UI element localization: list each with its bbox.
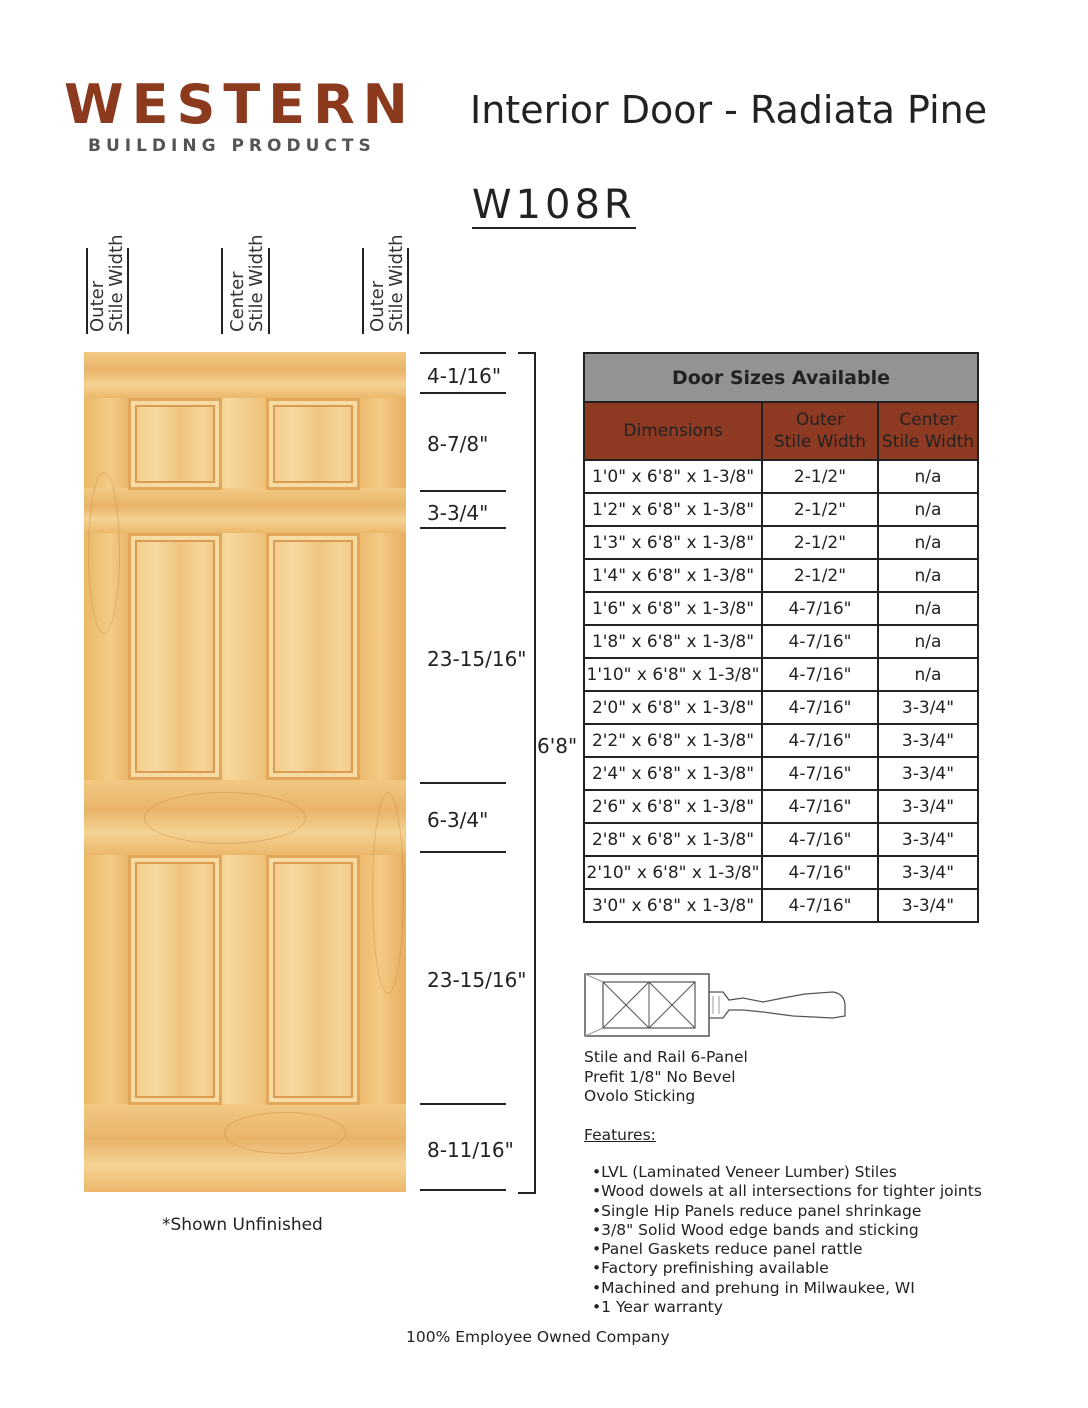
- dimension-line: [420, 527, 506, 529]
- cell-dimensions: 1'2" x 6'8" x 1-3/8": [584, 493, 762, 526]
- profile-description: [584, 1048, 748, 1107]
- cell-center-stile: n/a: [878, 658, 978, 691]
- stile-label-text: Outer Stile Width: [87, 234, 127, 332]
- table-row: [584, 757, 978, 790]
- cell-center-stile: 3-3/4": [878, 724, 978, 757]
- table-row: [584, 460, 978, 493]
- total-height: 6'8": [537, 734, 578, 758]
- header-center-stile: [878, 402, 978, 460]
- cell-dimensions: 2'6" x 6'8" x 1-3/8": [584, 790, 762, 823]
- cell-outer-stile: 2-1/2": [762, 493, 878, 526]
- dim-lower-panel: 23-15/16": [427, 968, 527, 992]
- stile-label-text: Outer Stile Width: [367, 234, 407, 332]
- dimension-line: [420, 352, 506, 354]
- table-row: [584, 790, 978, 823]
- cell-center-stile: n/a: [878, 493, 978, 526]
- door-panel: [266, 398, 360, 490]
- cell-center-stile: 3-3/4": [878, 790, 978, 823]
- wood-grain: [144, 792, 306, 844]
- cell-outer-stile: 4-7/16": [762, 856, 878, 889]
- door-panel: [128, 855, 222, 1105]
- cell-center-stile: n/a: [878, 559, 978, 592]
- feature-item: • Wood dowels at all intersections for tighter joints: [592, 1182, 982, 1201]
- table-title: Door Sizes Available: [584, 353, 978, 402]
- footer-note: 100% Employee Owned Company: [406, 1328, 670, 1346]
- cell-dimensions: 2'2" x 6'8" x 1-3/8": [584, 724, 762, 757]
- door-panel: [266, 533, 360, 780]
- table-row: [584, 625, 978, 658]
- cell-center-stile: n/a: [878, 526, 978, 559]
- header-dimensions: Dimensions: [584, 402, 762, 460]
- table-row: [584, 493, 978, 526]
- cell-center-stile: 3-3/4": [878, 856, 978, 889]
- profile-line: Prefit 1/8" No Bevel: [584, 1067, 736, 1086]
- dim-lock-rail: 6-3/4": [427, 808, 489, 832]
- features-list: [592, 1163, 982, 1317]
- dimension-line: [420, 851, 506, 853]
- cell-outer-stile: 2-1/2": [762, 460, 878, 493]
- model-number: W108R: [472, 182, 636, 228]
- cell-outer-stile: 4-7/16": [762, 790, 878, 823]
- header-center-stile-text: Center Stile Width: [881, 410, 975, 452]
- feature-item: • Single Hip Panels reduce panel shrinkage: [592, 1202, 982, 1221]
- wood-grain: [372, 792, 404, 994]
- header-outer-stile: [762, 402, 878, 460]
- stile-indicator-line: [362, 248, 364, 334]
- cell-dimensions: 2'0" x 6'8" x 1-3/8": [584, 691, 762, 724]
- outer-stile-label-left: [87, 222, 127, 332]
- profile-line: Stile and Rail 6-Panel: [584, 1048, 748, 1066]
- table-row: [584, 592, 978, 625]
- cross-rail: [84, 488, 406, 533]
- stile-indicator-line: [221, 248, 223, 334]
- feature-item: • Factory prefinishing available: [592, 1259, 982, 1278]
- wood-grain: [224, 1112, 346, 1154]
- cell-dimensions: 2'4" x 6'8" x 1-3/8": [584, 757, 762, 790]
- cell-center-stile: n/a: [878, 592, 978, 625]
- cell-dimensions: 2'8" x 6'8" x 1-3/8": [584, 823, 762, 856]
- stile-label-text: Center Stile Width: [227, 234, 267, 332]
- cell-center-stile: 3-3/4": [878, 757, 978, 790]
- profile-line: Ovolo Sticking: [584, 1087, 696, 1105]
- stile-indicator-line: [268, 248, 270, 334]
- table-row: [584, 658, 978, 691]
- dimension-line: [420, 490, 506, 492]
- door-note: *Shown Unfinished: [162, 1215, 323, 1235]
- door-panel: [128, 533, 222, 780]
- dim-bottom-rail: 8-11/16": [427, 1138, 514, 1162]
- cell-center-stile: 3-3/4": [878, 691, 978, 724]
- cell-dimensions: 1'6" x 6'8" x 1-3/8": [584, 592, 762, 625]
- table-row: [584, 691, 978, 724]
- cell-dimensions: 1'3" x 6'8" x 1-3/8": [584, 526, 762, 559]
- dimension-line: [420, 782, 506, 784]
- feature-item: • Panel Gaskets reduce panel rattle: [592, 1240, 982, 1259]
- door-sizes-table: [583, 352, 979, 923]
- table-row: [584, 724, 978, 757]
- cell-outer-stile: 4-7/16": [762, 889, 878, 922]
- stile-indicator-line: [86, 248, 88, 334]
- profile-drawing: [583, 970, 853, 1040]
- feature-item: • LVL (Laminated Veneer Lumber) Stiles: [592, 1163, 982, 1182]
- outer-stile-label-right: [367, 222, 407, 332]
- cell-dimensions: 1'8" x 6'8" x 1-3/8": [584, 625, 762, 658]
- table-row: [584, 526, 978, 559]
- cell-center-stile: n/a: [878, 625, 978, 658]
- stile-indicator-line: [407, 248, 409, 334]
- cell-outer-stile: 2-1/2": [762, 526, 878, 559]
- cell-outer-stile: 4-7/16": [762, 592, 878, 625]
- dim-cross-rail: 3-3/4": [427, 501, 489, 525]
- table-row: [584, 559, 978, 592]
- brand-subtitle: BUILDING PRODUCTS: [88, 136, 376, 156]
- document-title: Interior Door - Radiata Pine: [470, 88, 988, 132]
- cell-center-stile: 3-3/4": [878, 889, 978, 922]
- dimension-line: [420, 392, 506, 394]
- header-outer-stile-text: Outer Stile Width: [773, 410, 867, 452]
- cell-dimensions: 2'10" x 6'8" x 1-3/8": [584, 856, 762, 889]
- dim-middle-panel: 23-15/16": [427, 647, 527, 671]
- center-stile-label: [227, 222, 267, 332]
- cell-center-stile: 3-3/4": [878, 823, 978, 856]
- brand-logo: WESTERN: [64, 73, 416, 136]
- top-rail: [84, 352, 406, 398]
- feature-item: • Machined and prehung in Milwaukee, WI: [592, 1279, 982, 1298]
- dimension-line: [420, 1103, 506, 1105]
- feature-item: • 1 Year warranty: [592, 1298, 982, 1317]
- dim-upper-panel: 8-7/8": [427, 432, 489, 456]
- cell-dimensions: 1'4" x 6'8" x 1-3/8": [584, 559, 762, 592]
- cell-dimensions: 1'0" x 6'8" x 1-3/8": [584, 460, 762, 493]
- dim-top-rail: 4-1/16": [427, 364, 502, 388]
- cell-outer-stile: 4-7/16": [762, 625, 878, 658]
- table-row: [584, 856, 978, 889]
- cell-outer-stile: 4-7/16": [762, 691, 878, 724]
- door-image: [84, 352, 406, 1192]
- total-height-bracket: [518, 352, 536, 1194]
- cell-dimensions: 1'10" x 6'8" x 1-3/8": [584, 658, 762, 691]
- dimension-line: [420, 1189, 506, 1191]
- stile-indicator-line: [127, 248, 129, 334]
- cell-outer-stile: 4-7/16": [762, 823, 878, 856]
- table-row: [584, 889, 978, 922]
- cell-dimensions: 3'0" x 6'8" x 1-3/8": [584, 889, 762, 922]
- cell-outer-stile: 4-7/16": [762, 724, 878, 757]
- features-title: Features:: [584, 1126, 656, 1144]
- cell-outer-stile: 2-1/2": [762, 559, 878, 592]
- door-panel: [266, 855, 360, 1105]
- cell-outer-stile: 4-7/16": [762, 658, 878, 691]
- door-panel: [128, 398, 222, 490]
- cell-center-stile: n/a: [878, 460, 978, 493]
- wood-grain: [88, 472, 120, 634]
- cell-outer-stile: 4-7/16": [762, 757, 878, 790]
- table-row: [584, 823, 978, 856]
- feature-item: • 3/8" Solid Wood edge bands and sticking: [592, 1221, 982, 1240]
